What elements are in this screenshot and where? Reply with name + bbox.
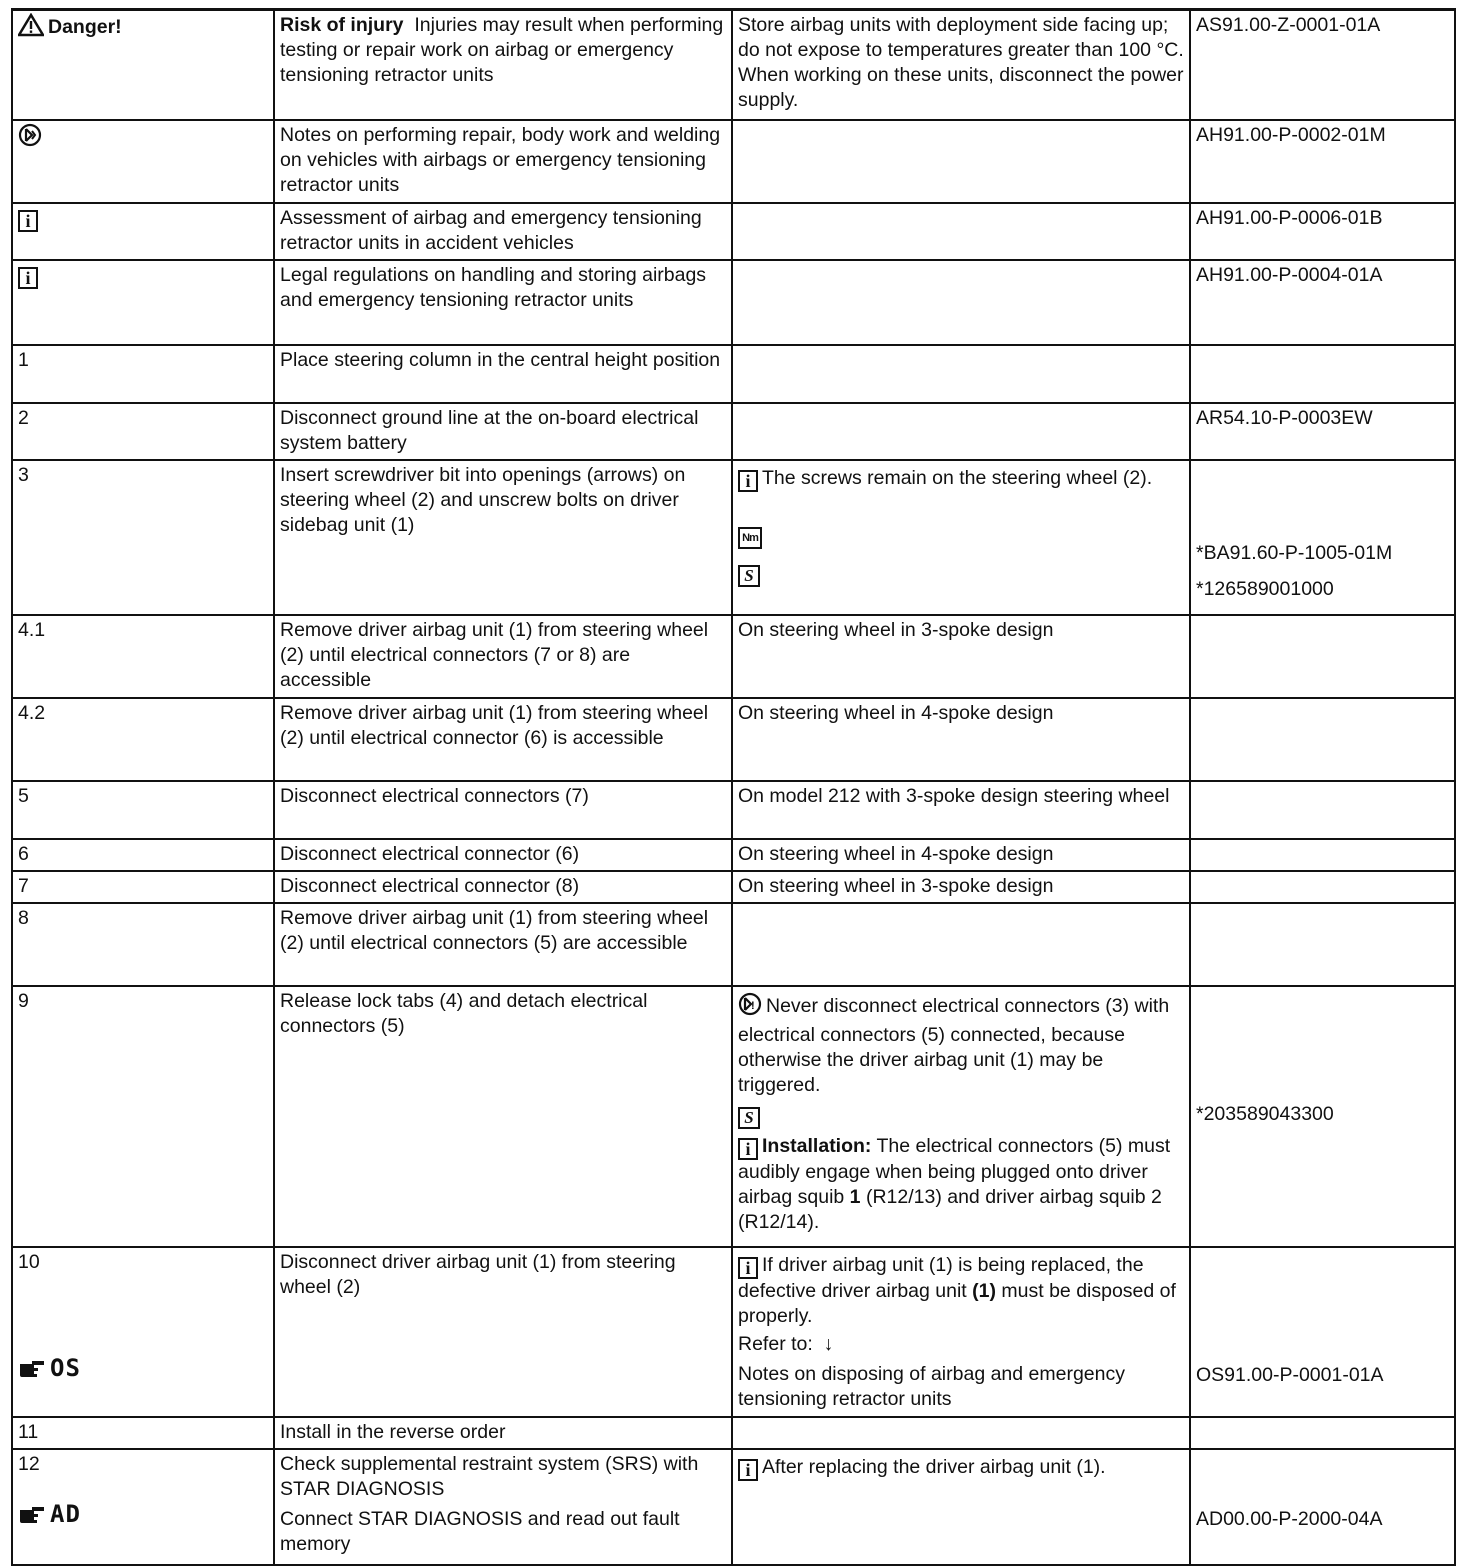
step-number: 11: [12, 1417, 274, 1449]
caution-text: Never disconnect electrical connectors (3) with electrical connectors (5) connected, because otherwise the driver airbag unit (1) may be triggered.: [738, 994, 1170, 1096]
doc-reference: [1190, 781, 1455, 839]
table-row: [12, 871, 1455, 903]
step-description: Disconnect ground line at the on-board electrical system battery: [274, 403, 732, 460]
info-icon: i: [738, 1257, 758, 1279]
info-icon: i: [18, 267, 38, 289]
table-row: [12, 986, 1455, 1247]
doc-reference[interactable]: AR54.10-P-0003EW: [1190, 403, 1455, 460]
step-notes: [732, 203, 1190, 260]
caution-circle-icon: [738, 992, 762, 1023]
special-tool-icon: S: [738, 565, 760, 587]
procedure-document: [11, 8, 1454, 1566]
procedure-table: [11, 8, 1456, 1566]
pointing-hand-icon: [18, 1504, 46, 1533]
table-row: [12, 120, 1455, 203]
step-description: [274, 1449, 732, 1565]
step-icon-cell: [12, 260, 274, 345]
step-icon-cell: [12, 203, 274, 260]
step-description: Place steering column in the central height position: [274, 345, 732, 403]
doc-reference: [1190, 615, 1455, 698]
step-description: Install in the reverse order: [274, 1417, 732, 1449]
tool-reference[interactable]: *203589043300: [1196, 1102, 1334, 1125]
danger-label: Danger!: [48, 16, 122, 38]
table-row: [12, 345, 1455, 403]
operation-code-ad: AD: [50, 1499, 81, 1528]
step-number: 2: [12, 403, 274, 460]
step-description: Remove driver airbag unit (1) from steering wheel (2) until electrical connector (6) is accessible: [274, 698, 732, 781]
installation-text-end: (R12/13) and driver airbag squib 2 (R12/14).: [738, 1185, 1162, 1233]
table-row: [12, 203, 1455, 260]
step-notes: On model 212 with 3-spoke design steering wheel: [732, 781, 1190, 839]
step-notes: [732, 1247, 1190, 1417]
squib-number: 1: [849, 1185, 861, 1208]
doc-reference[interactable]: AH91.00-P-0004-01A: [1190, 260, 1455, 345]
unit-number: (1): [972, 1279, 996, 1302]
step-notes: [732, 986, 1190, 1247]
step-description: Insert screwdriver bit into openings (arrows) on steering wheel (2) and unscrew bolts on driver sidebag unit (1): [274, 460, 732, 615]
arrow-down-icon: ↓: [823, 1332, 834, 1355]
doc-reference: [1190, 345, 1455, 403]
step-notes: [732, 460, 1190, 615]
step-number-cell: [12, 1449, 274, 1565]
warning-triangle-icon: [18, 13, 44, 44]
step-description: Legal regulations on handling and storing airbags and emergency tensioning retractor units: [274, 260, 732, 345]
step-number: 6: [12, 839, 274, 871]
step-description: Remove driver airbag unit (1) from steering wheel (2) until electrical connectors (7 or 8) are accessible: [274, 615, 732, 698]
step-notes: [732, 1449, 1190, 1565]
info-icon: i: [18, 210, 38, 232]
table-row: [12, 781, 1455, 839]
step-number: 8: [12, 903, 274, 986]
step-description: Notes on performing repair, body work and welding on vehicles with airbags or emergency tensioning retractor units: [274, 120, 732, 203]
step-number: 7: [12, 871, 274, 903]
step-description: [274, 10, 732, 120]
torque-nm-icon: Nm: [738, 527, 762, 549]
table-row: [12, 460, 1455, 615]
reference-title: Notes on disposing of airbag and emergency tensioning retractor units: [738, 1362, 1125, 1410]
step-number: 4.1: [12, 615, 274, 698]
notice-circle-icon: [18, 123, 42, 154]
note-text: After replacing the driver airbag unit (1).: [762, 1455, 1106, 1478]
doc-reference[interactable]: AH91.00-P-0002-01M: [1190, 120, 1455, 203]
table-row: [12, 903, 1455, 986]
table-row: [12, 260, 1455, 345]
info-icon: i: [738, 1459, 758, 1481]
step-number: 5: [12, 781, 274, 839]
step-description: Disconnect electrical connector (6): [274, 839, 732, 871]
connect-text: Connect STAR DIAGNOSIS and read out fault memory: [280, 1507, 680, 1555]
info-icon: i: [738, 470, 758, 492]
operation-code-os: OS: [50, 1353, 81, 1382]
doc-reference: [1190, 698, 1455, 781]
step-notes: [732, 903, 1190, 986]
step-notes: On steering wheel in 3-spoke design: [732, 615, 1190, 698]
step-notes: [732, 1417, 1190, 1449]
step-notes: On steering wheel in 3-spoke design: [732, 871, 1190, 903]
step-description: Remove driver airbag unit (1) from steering wheel (2) until electrical connectors (5) are accessible: [274, 903, 732, 986]
step-number: 9: [12, 986, 274, 1247]
table-row: [12, 839, 1455, 871]
svg-text:!: !: [751, 999, 755, 1012]
risk-text: Injuries may result when performing testing or repair work on airbag or emergency tensioning retractor units: [280, 14, 724, 86]
step-number: 3: [12, 460, 274, 615]
torque-reference[interactable]: *BA91.60-P-1005-01M: [1196, 541, 1393, 564]
disposal-reference[interactable]: OS91.00-P-0001-01A: [1196, 1363, 1384, 1386]
diagnosis-reference[interactable]: AD00.00-P-2000-04A: [1196, 1507, 1383, 1530]
note-text: The screws remain on the steering wheel (2).: [762, 466, 1153, 489]
step-notes: Store airbag units with deployment side facing up; do not expose to temperatures greater than 100 °C. When working on these units, disconnect the power supply.: [732, 10, 1190, 120]
doc-reference: [1190, 839, 1455, 871]
table-row: [12, 1247, 1455, 1417]
doc-reference: [1190, 986, 1455, 1247]
table-row: [12, 403, 1455, 460]
doc-reference: [1190, 1417, 1455, 1449]
table-row: [12, 698, 1455, 781]
step-description: Release lock tabs (4) and detach electrical connectors (5): [274, 986, 732, 1247]
step-description: Disconnect electrical connector (8): [274, 871, 732, 903]
doc-reference[interactable]: AH91.00-P-0006-01B: [1190, 203, 1455, 260]
doc-reference[interactable]: AS91.00-Z-0001-01A: [1190, 10, 1455, 120]
step-notes: On steering wheel in 4-spoke design: [732, 839, 1190, 871]
step-description: Assessment of airbag and emergency tensioning retractor units in accident vehicles: [274, 203, 732, 260]
step-notes: [732, 260, 1190, 345]
tool-reference[interactable]: *126589001000: [1196, 577, 1334, 600]
step-description: Disconnect electrical connectors (7): [274, 781, 732, 839]
risk-label: Risk of injury: [280, 14, 404, 36]
doc-reference: [1190, 903, 1455, 986]
table-row: [12, 1417, 1455, 1449]
step-notes: [732, 345, 1190, 403]
step-description: Disconnect driver airbag unit (1) from steering wheel (2): [274, 1247, 732, 1417]
pointing-hand-icon: [18, 1358, 46, 1387]
doc-reference: [1190, 1449, 1455, 1565]
step-notes: [732, 403, 1190, 460]
step-number: 10: [18, 1250, 40, 1273]
note-text: If driver airbag unit (1) is being replaced, the defective driver airbag unit: [738, 1253, 1144, 1302]
danger-cell: [12, 10, 274, 120]
installation-label: Installation:: [762, 1134, 872, 1157]
installation-text: The electrical connectors (5) must audibly engage when being plugged onto driver airbag squib: [738, 1134, 1171, 1208]
info-icon: i: [738, 1138, 758, 1160]
refer-to-label: Refer to:: [738, 1332, 813, 1355]
doc-reference: [1190, 871, 1455, 903]
step-notes: [732, 120, 1190, 203]
doc-reference: [1190, 460, 1455, 615]
step-number: 1: [12, 345, 274, 403]
check-text: Check supplemental restraint system (SRS) with STAR DIAGNOSIS: [280, 1452, 699, 1500]
step-number-cell: [12, 1247, 274, 1417]
step-number: 4.2: [12, 698, 274, 781]
step-number: 12: [18, 1452, 40, 1475]
step-notes: On steering wheel in 4-spoke design: [732, 698, 1190, 781]
table-row: [12, 1449, 1455, 1565]
step-icon-cell: [12, 120, 274, 203]
special-tool-icon: S: [738, 1107, 760, 1129]
table-row: [12, 10, 1455, 120]
doc-reference: [1190, 1247, 1455, 1417]
table-row: [12, 615, 1455, 698]
note-text-end: must be disposed of properly.: [738, 1279, 1176, 1327]
